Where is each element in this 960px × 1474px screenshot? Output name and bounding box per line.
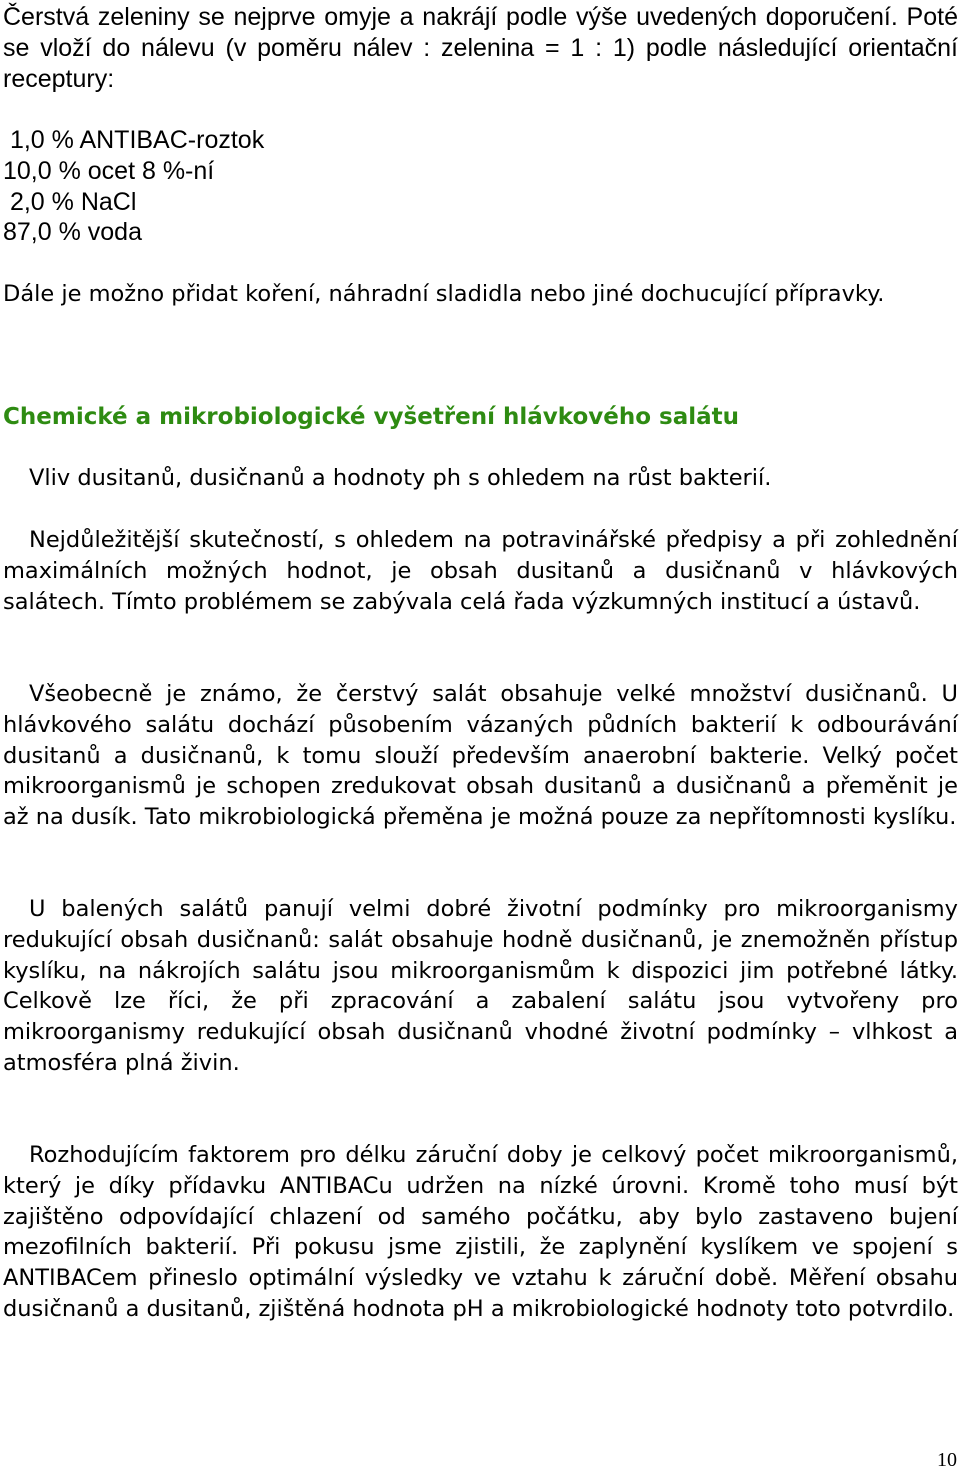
recipe-item: 10,0 % ocet 8 %-ní (3, 156, 215, 185)
additions-paragraph: Dále je možno přidat koření, náhradní sladidla nebo jiné dochucující přípravky. (3, 281, 885, 307)
body-paragraph: U balených salátů panují velmi dobré životní podmínky pro mikroorganismy redukující obsah dusičnanů: salát obsahuje hodně dusičnanů, je znemožněn přístup kyslíku, na nákrojích salátu jsou mikroorganismům k dispozici jim potřebné látky. Celkově lze říci, že při zpracování a zabalení salátu jsou vytvořeny pro mikroorganismy redukující obsah dusičnanů vhodné životní podmínky – vlhkost a atmosféra plná živin. (3, 896, 958, 1076)
body-paragraph: Všeobecně je známo, že čerstvý salát obsahuje velké množství dusičnanů. U hlávkového salátu dochází působením vázaných půdních bakterií k odbourávání dusitanů a dusičnanů, k tomu slouží především anaerobní bakterie. Velký počet mikroorganismů je schopen zredukovat obsah dusitanů a dusičnanů a přeměnit je až na dusík. Tato mikrobiologická přeměna je možná pouze za nepřítomnosti kyslíku. (3, 681, 958, 831)
recipe-list (3, 125, 403, 248)
page-number: 10 (937, 1449, 957, 1471)
recipe-item: 87,0 % voda (3, 218, 142, 247)
recipe-item: 2,0 % NaCl (3, 187, 137, 216)
body-paragraph: Nejdůležitější skutečností, s ohledem na potravinářské předpisy a při zohlednění maximálních možných hodnot, je obsah dusitanů a dusičnanů v hlávkových salátech. Tímto problémem se zabývala celá řada výzkumných institucí a ústavů. (3, 527, 958, 615)
intro-paragraph: Čerstvá zeleniny se nejprve omyje a nakrájí podle výše uvedených doporučení. Poté se vloží do nálevu (v poměru nálev : zelenina = 1 : 1) podle následující orientační receptury: (3, 3, 958, 93)
recipe-item: 1,0 % ANTIBAC-roztok (3, 126, 265, 154)
section-heading: Chemické a mikrobiologické vyšetření hlávkového salátu (3, 404, 740, 430)
body-paragraph: Rozhodujícím faktorem pro délku záruční doby je celkový počet mikroorganismů, který je díky přídavku ANTIBACu udržen na nízké úrovni. Kromě toho musí být zajištěno odpovídající chlazení od samého počátku, aby bylo zastaveno bujení mezofilních bakterií. Při pokusu jsme zjistili, že zaplynění kyslíkem ve spojení s ANTIBACem přineslo optimální výsledky ve vztahu k záruční době. Měření obsahu dusičnanů a dusitanů, zjištěná hodnota pH a mikrobiologické hodnoty toto potvrdilo. (3, 1142, 958, 1322)
section-subheading: Vliv dusitanů, dusičnanů a hodnoty ph s ohledem na růst bakterií. (29, 465, 772, 491)
